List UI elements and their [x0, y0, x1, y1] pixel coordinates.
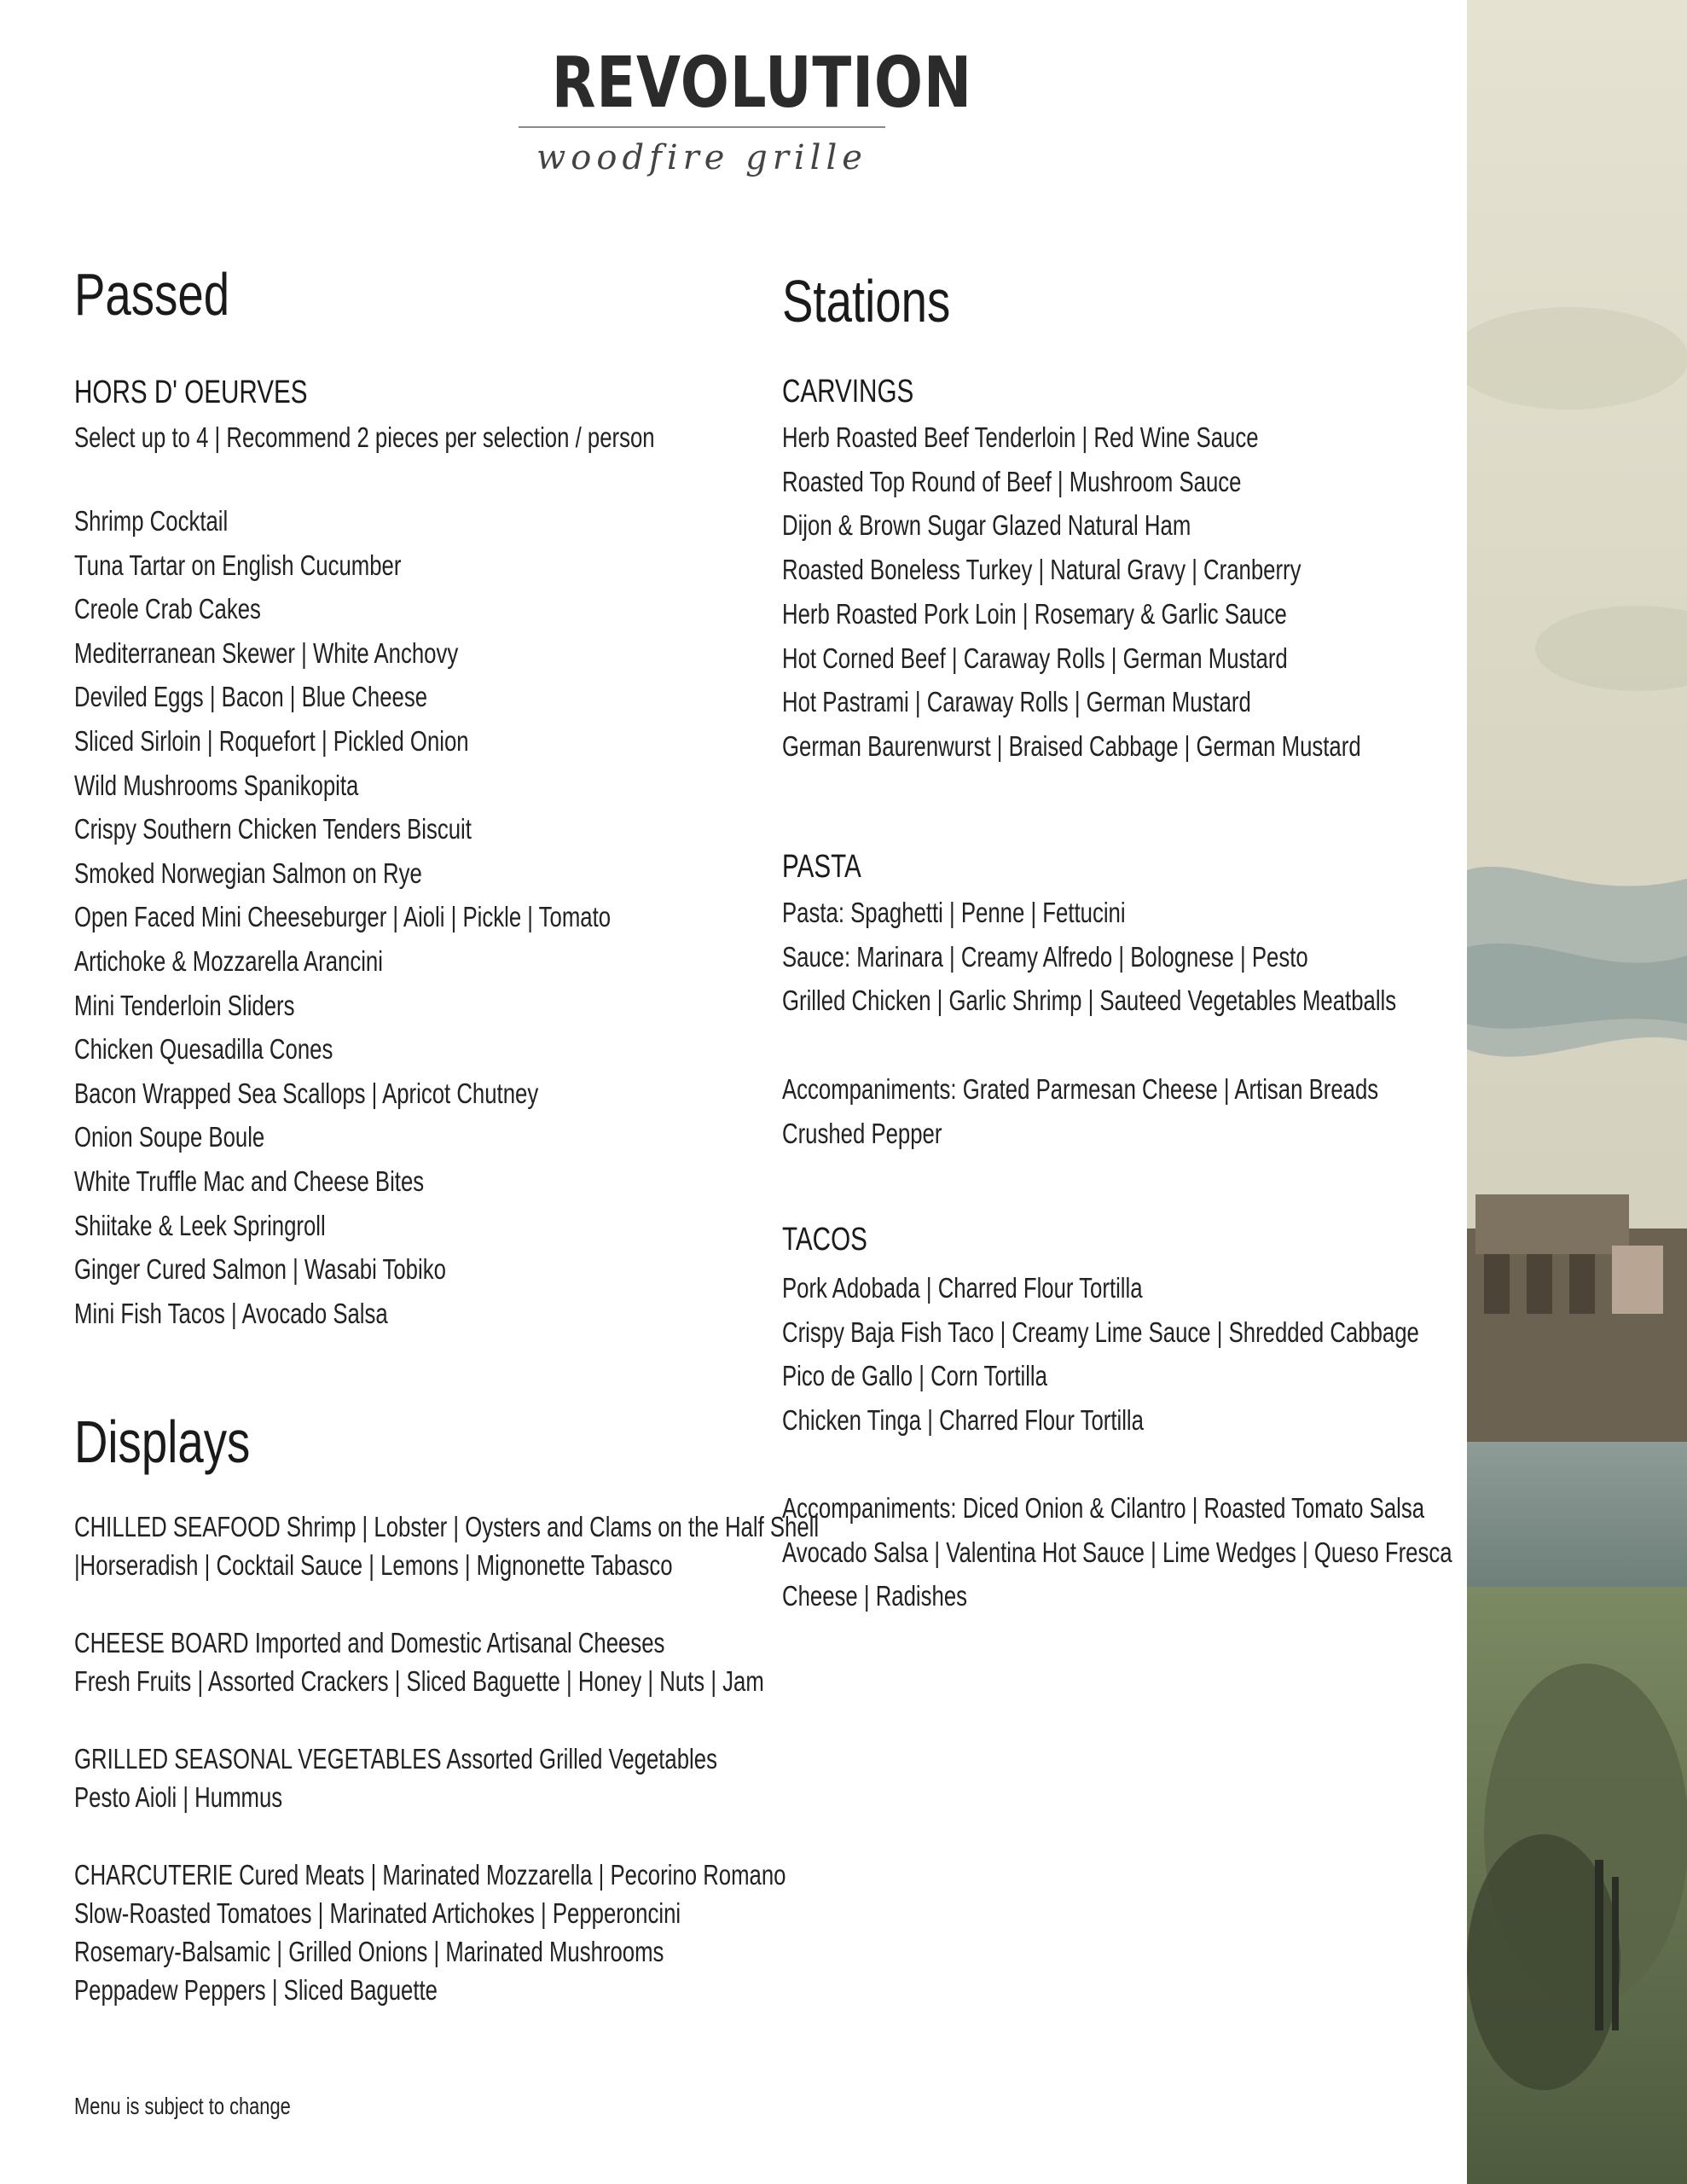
pasta-item: Sauce: Marinara | Creamy Alfredo | Bolognese | Pesto: [782, 940, 1308, 973]
menu-item: Mini Fish Tacos | Avocado Salsa: [74, 1297, 388, 1329]
carving-item: Roasted Top Round of Beef | Mushroom Sauce: [782, 465, 1242, 497]
menu-item: Onion Soupe Boule: [74, 1121, 265, 1153]
passed-instructions: Select up to 4 | Recommend 2 pieces per selection / person: [74, 421, 655, 453]
logo-tagline: woodfire grille: [536, 138, 867, 177]
section-title-passed: Passed: [74, 261, 230, 328]
display-item-line: Peppadew Peppers | Sliced Baguette: [74, 1974, 438, 2006]
menu-item: Shrimp Cocktail: [74, 505, 229, 537]
pasta-item: Pasta: Spaghetti | Penne | Fettucini: [782, 897, 1126, 928]
carving-item: German Baurenwurst | Braised Cabbage | German Mustard: [782, 729, 1361, 762]
menu-item: Tuna Tartar on English Cucumber: [74, 549, 402, 581]
taco-item: Pico de Gallo | Corn Tortilla: [782, 1360, 1047, 1392]
menu-item: Open Faced Mini Cheeseburger | Aioli | Pickle | Tomato: [74, 901, 612, 933]
menu-item: Deviled Eggs | Bacon | Blue Cheese: [74, 681, 428, 713]
carving-item: Roasted Boneless Turkey | Natural Gravy | Cranberry: [782, 554, 1301, 586]
menu-item: Mini Tenderloin Sliders: [74, 989, 295, 1021]
logo-divider: [519, 126, 885, 128]
menu-item: Wild Mushrooms Spanikopita: [74, 769, 359, 801]
display-item-line: |Horseradish | Cocktail Sauce | Lemons | Mignonette Tabasco: [74, 1549, 673, 1581]
subsection-title-tacos: TACOS: [782, 1222, 867, 1258]
display-item-line: CHILLED SEAFOOD Shrimp | Lobster | Oysters and Clams on the Half Shell: [74, 1511, 820, 1542]
pasta-accompaniment-line: Crushed Pepper: [782, 1117, 942, 1149]
watercolor-harbor-painting: [1467, 0, 1687, 2184]
carving-item: Herb Roasted Pork Loin | Rosemary & Garlic Sauce: [782, 597, 1287, 630]
display-item-line: CHARCUTERIE Cured Meats | Marinated Mozzarella | Pecorino Romano: [74, 1859, 786, 1891]
display-item-line: Pesto Aioli | Hummus: [74, 1781, 283, 1813]
display-item-line: Fresh Fruits | Assorted Crackers | Sliced Baguette | Honey | Nuts | Jam: [74, 1665, 764, 1697]
menu-item: Mediterranean Skewer | White Anchovy: [74, 636, 459, 669]
menu-item: Creole Crab Cakes: [74, 593, 261, 625]
menu-item: Artichoke & Mozzarella Arancini: [74, 945, 383, 977]
display-item-line: CHEESE BOARD Imported and Domestic Artisanal Cheeses: [74, 1627, 665, 1658]
section-title-stations: Stations: [782, 268, 951, 334]
pasta-accompaniment-line: Accompaniments: Grated Parmesan Cheese | Artisan Breads: [782, 1073, 1379, 1105]
menu-item: White Truffle Mac and Cheese Bites: [74, 1165, 425, 1197]
taco-accompaniment-line: Accompaniments: Diced Onion & Cilantro | Roasted Tomato Salsa: [782, 1492, 1425, 1524]
subsection-title-pasta: PASTA: [782, 849, 861, 885]
menu-item: Shiitake & Leek Springroll: [74, 1209, 326, 1241]
menu-item: Bacon Wrapped Sea Scallops | Apricot Chutney: [74, 1077, 539, 1109]
carving-item: Hot Corned Beef | Caraway Rolls | German Mustard: [782, 642, 1288, 674]
restaurant-logo: [519, 43, 972, 179]
display-item-line: GRILLED SEASONAL VEGETABLES Assorted Grilled Vegetables: [74, 1743, 717, 1774]
menu-item: Ginger Cured Salmon | Wasabi Tobiko: [74, 1253, 446, 1286]
footer-note: Menu is subject to change: [74, 2093, 291, 2119]
taco-item: Pork Adobada | Charred Flour Tortilla: [782, 1272, 1143, 1304]
display-item-line: Rosemary-Balsamic | Grilled Onions | Marinated Mushrooms: [74, 1936, 664, 1967]
logo-wordmark: REVOLUTION: [551, 43, 972, 124]
subsection-title-hors-doeuvres: HORS D' OEURVES: [74, 375, 308, 410]
menu-item: Sliced Sirloin | Roquefort | Pickled Onion: [74, 725, 469, 757]
carving-item: Hot Pastrami | Caraway Rolls | German Mustard: [782, 686, 1251, 718]
menu-item: Smoked Norwegian Salmon on Rye: [74, 857, 422, 889]
subsection-title-carvings: CARVINGS: [782, 374, 914, 410]
display-item-line: Slow-Roasted Tomatoes | Marinated Artichokes | Pepperoncini: [74, 1897, 681, 1929]
taco-accompaniment-line: Cheese | Radishes: [782, 1580, 968, 1612]
pasta-item: Grilled Chicken | Garlic Shrimp | Sauteed Vegetables Meatballs: [782, 985, 1397, 1017]
section-title-displays: Displays: [74, 1409, 251, 1475]
taco-item: Crispy Baja Fish Taco | Creamy Lime Sauce | Shredded Cabbage: [782, 1316, 1419, 1348]
taco-accompaniment-line: Avocado Salsa | Valentina Hot Sauce | Lime Wedges | Queso Fresca: [782, 1536, 1452, 1568]
menu-item: Chicken Quesadilla Cones: [74, 1033, 333, 1066]
carving-item: Herb Roasted Beef Tenderloin | Red Wine Sauce: [782, 421, 1259, 453]
carving-item: Dijon & Brown Sugar Glazed Natural Ham: [782, 509, 1191, 542]
taco-item: Chicken Tinga | Charred Flour Tortilla: [782, 1404, 1144, 1437]
menu-item: Crispy Southern Chicken Tenders Biscuit: [74, 813, 472, 845]
